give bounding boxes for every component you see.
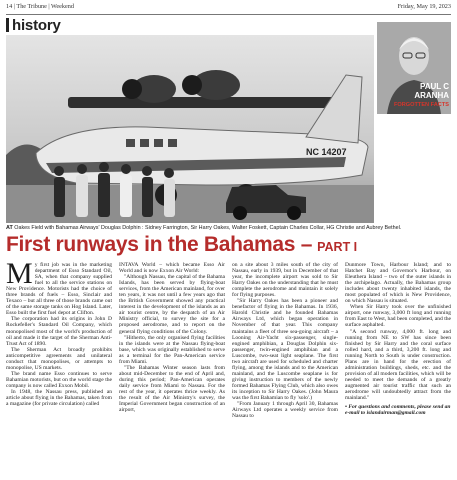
article-paragraph: "The Bahamas Winter season lasts from about mid-December to the end of April and, during this period; Pan-American operates daily service from Miami to Nassau. For the rest of the year, it operates thrice weekly. As the result of the Air Ministry's survey, the Imperial Government began construction of an airport,: [119, 364, 225, 414]
article-paragraph: "Hitherto, the only organised flying facilities in the islands were at the Nassau flying-boat base, which was originally established to serve as a terminal for the Pan-American service from Miami.: [119, 334, 225, 365]
article-column-2: [119, 262, 225, 480]
photo-caption: [6, 225, 456, 231]
article-body: [6, 262, 453, 480]
article-column-1: [6, 262, 112, 480]
headline: [6, 233, 457, 257]
article-paragraph: The Sherman Act broadly prohibits anticompetitive agreements and unilateral conduct that monopolises, or attempts to monopolise, US markets.: [6, 346, 112, 371]
article-paragraph: Dunmore Town, Harbour Island; and to Hatchet Bay and Governor's Harbour, on Eleuthera Island – two of the outer islands in the archipelago. Actually, the Bahamas group includes about twenty inhabited islands, the most populated of which is New Providence, on which Nassau is situated.: [345, 262, 451, 305]
article-paragraph: My first job was in the marketing department of Esso Standard Oil, SA, when that company supplied fuel to all the service stations on New Providence. Motorists had the choice of three brands of fuels – Esso, Sinclair and Texaco – but all three of those brands came out of the same storage tanks on Hog Island. Later, Esso built the first fuel depot at Clifton.: [6, 262, 112, 317]
article-column-4: [345, 262, 451, 480]
author-photo: [377, 22, 451, 114]
headline-part: PART I: [317, 240, 358, 254]
plane-registration: NC 14207: [306, 147, 347, 157]
author-name: PAUL C ARANHA: [414, 82, 449, 100]
header-rule: [6, 14, 451, 15]
page-folio: 14 | The Tribune | Weekend: [6, 3, 74, 10]
main-photo: [6, 35, 374, 223]
article-paragraph: on a site about 3 miles south of the city of Nassau, early in 1939, but in December of that year, the incomplete airport was sold to Sir Harry Oakes on the understanding that he must complete the aerodrome and maintain it solely for flying purposes.: [232, 262, 338, 299]
article-paragraph: In 1948, the Nassau press, published an article about flying in the Bahamas, taken from a magazine (for private circulation) called: [6, 388, 112, 408]
caption-label: AT: [6, 225, 13, 231]
article-paragraph: "From January 1 through April 30, Bahamas Airways Ltd operates a weekly service from Nassau to: [232, 401, 338, 420]
article-paragraph: When Sir Harry took over the unfinished airport, one runway, 3,000 ft long and running from East to West, had been completed, and the surface asphalted.: [345, 304, 451, 329]
section-title: history: [12, 16, 61, 34]
drop-cap: M: [6, 262, 33, 290]
article-paragraph: "Although Nassau, the capital of the Bahama Islands, has been served by flying-boat services, from the American mainland, for over ten years, it was not until a few years ago that the British Government showed any practical interest in the development of the islands as an air tourist centre, by the despatch of an Air Ministry official, to survey the site for a proposed aerodrome, and to report on the general flying conditions of the Colony.: [119, 274, 225, 335]
article-paragraph: "A second runway, 4,000 ft. long and running from NE to SW has since been finished by Sir Harry and the coral surface rolled hard, and a third, 3,200 ft. long and running North to South is under construction. Plans are in hand for the erection of administration buildings, sheds, etc. and the provision of all modern facilities, which will be needed to meet the demands of a greatly augmented air tourist traffic that such an aerodrome will undoubtedly attract from the mainland.": [345, 328, 451, 402]
page-header: [6, 3, 451, 14]
article-paragraph: "Sir Harry Oakes has been a pioneer and benefactor of flying in the Bahamas. In 1936, Harold Christie and he founded Bahamas Airways Ltd, which began operation in November of that year. This company maintains a fleet of three sea-going aircraft – a Looning Air-Yacht six-passenger, single-engined amphibian, a Douglas Dolphin six-passenger, twin-engined amphibian and a Luscombe, two-seat light seaplane. The first two aircraft are used for scheduled and charter flying, among the islands and to the American mainland, and the Luscombe seaplane is for giving instruction to members of the newly formed Bahamas Flying Club, which also owes its inception to Sir Harry Oakes. (John Maura was the first Bahamian to fly 'solo'.): [232, 298, 338, 402]
article-paragraph: The corporation had its origins in John D Rockefeller's Standard Oil Company, which monopolised most of the world's production of oil and made it the target of the Sherman Anti-Trust Act of 1890.: [6, 316, 112, 347]
article-paragraph: The brand name Esso continues to serve Bahamian motorists, but on the world stage the company is now called Exxon Mobil.: [6, 370, 112, 389]
article-paragraph: INTAVA World – which became Esso Air World and is now Exxon Air World:: [119, 262, 225, 275]
section-bar: [6, 18, 9, 32]
caption-text: Oakes Field with Bahamas Airways' Douglas Dolphin : Sidney Farrington, Sir Harry Oakes, Walter Foskett, Captain Charles Collar, HG Christie and Aubrey Bethel.: [12, 225, 402, 231]
headline-main: First runways in the Bahamas –: [6, 233, 313, 256]
page-date: Friday, May 19, 2023: [397, 3, 451, 10]
article-column-3: [232, 262, 338, 480]
contact-note: • For questions and comments, please send an e-mail to islandairman@gmail.com: [345, 404, 451, 417]
author-portrait: [377, 22, 451, 114]
section-label: [6, 17, 61, 33]
photo-illustration: [6, 35, 374, 223]
column-tag: FORGOTTEN FACTS: [393, 102, 449, 108]
